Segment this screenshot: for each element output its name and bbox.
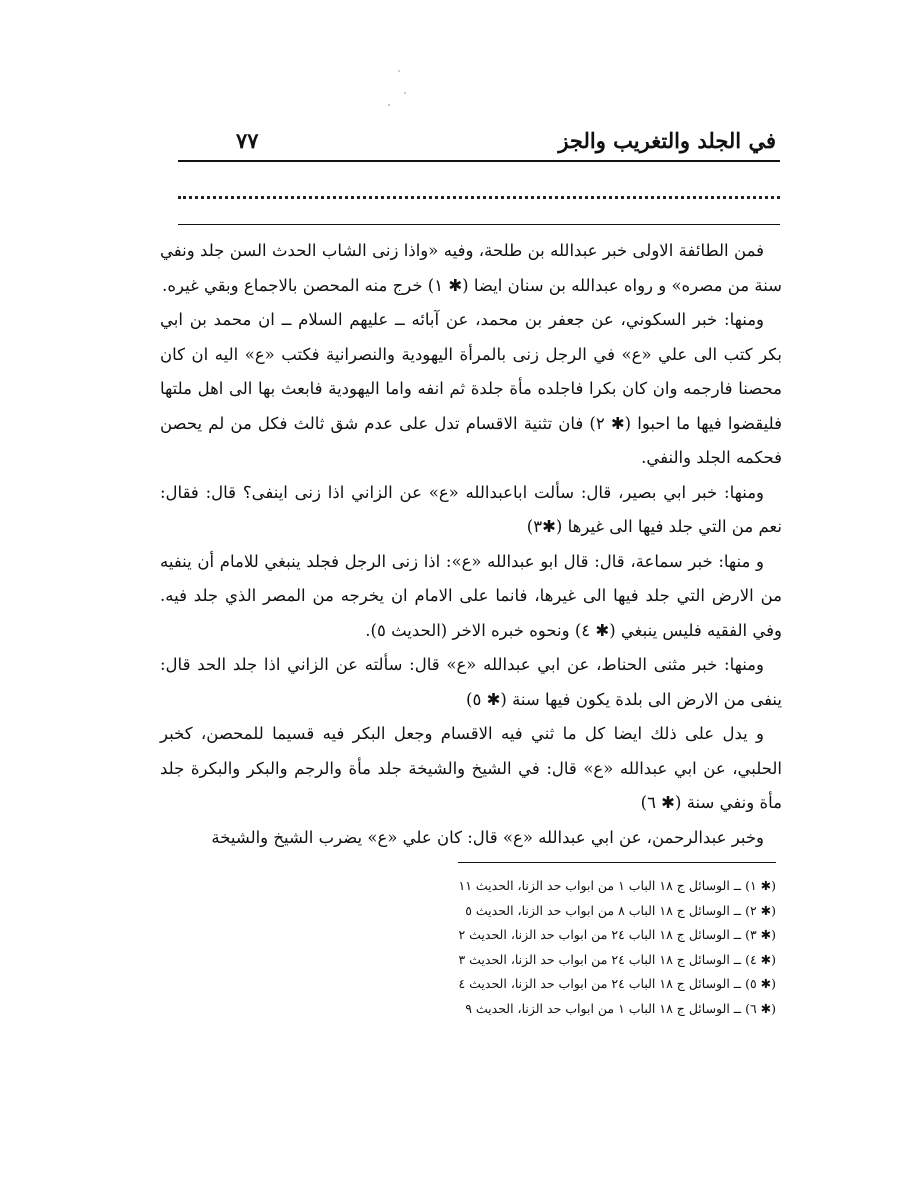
footnote: (✱ ٥) ــ الوسائل ج ١٨ الباب ٢٤ من ابواب حد الزنا، الحديث ٤ — [458, 976, 776, 992]
paragraph: ومنها: خبر السكوني، عن جعفر بن محمد، عن آبائه ــ عليهم السلام ــ ان محمد بن ابي بكر كتب الى علي «ع» في الرجل زنى بالمرأة اليهودية والنصرانية فكتب «ع» اليه ان كان محصنا فارجمه وان كان بكرا فاجلده مأة جلدة ثم انفه واما اليهودية فابعث بها الى اهل ملتها فليقضوا فيها ما احبوا (✱ ٢) فان تثنية الاقسام تدل على عدم شق ثالث فكل من لم يحصن فحكمه الجلد والنفي. — [160, 310, 782, 467]
scan-speck — [404, 92, 406, 94]
footnote: (✱ ٤) ــ الوسائل ج ١٨ الباب ٢٤ من ابواب حد الزنا، الحديث ٣ — [458, 951, 776, 967]
paragraph: و منها: خبر سماعة، قال: قال ابو عبدالله «ع»: اذا زنى الرجل فجلد ينبغي للامام أن ينفيه من الارض التي جلد فيها الى غيرها، فانما على الامام ان يخرجه من المصر الذي جلد فيه. وفي الفقيه فليس ينبغي (✱ ٤) ونحوه خبره الاخر (الحديث ٥). — [160, 551, 782, 640]
separator-rule — [178, 224, 780, 225]
header-rule — [178, 160, 780, 162]
paragraph: ومنها: خبر ابي بصير، قال: سألت اباعبدالله «ع» عن الزاني اذا زنى اينفى؟ قال: فقال: نعم من التي جلد فيها الى غيرها (✱٣) — [160, 482, 782, 536]
paragraph: و يدل على ذلك ايضا كل ما ثني فيه الاقسام وجعل البكر فيه قسيما للمحصن، كخبر الحلبي، عن ابي عبدالله «ع» قال: في الشيخ والشيخة جلد مأة والرجم والبكر والبكرة جلد مأة ونفي سنة (✱ ٦) — [160, 724, 782, 812]
footnote: (✱ ١) ــ الوسائل ج ١٨ الباب ١ من ابواب حد الزنا، الحديث ١١ — [458, 878, 776, 893]
scan-speck — [388, 104, 390, 106]
footnote: (✱ ٣) ــ الوسائل ج ١٨ الباب ٢٤ من ابواب حد الزنا، الحديث ٢ — [458, 927, 776, 943]
running-header — [178, 126, 780, 160]
dotted-separator — [178, 182, 780, 199]
paragraph: ومنها: خبر مثنى الحناط، عن ابي عبدالله «ع» قال: سألته عن الزاني اذا جلد الحد قال: ينفى من الارض الى بلدة يكون فيها سنة (✱ ٥) — [160, 655, 782, 709]
page-number: ٧٧ — [236, 128, 259, 153]
footnotes — [370, 874, 776, 1022]
running-title: في الجلد والتغريب والجز — [558, 128, 776, 153]
body-text — [160, 234, 782, 855]
footnote: (✱ ٦) ــ الوسائل ج ١٨ الباب ١ من ابواب حد الزنا، الحديث ٩ — [465, 1000, 776, 1016]
scan-speck — [398, 70, 400, 72]
paragraph: وخبر عبدالرحمن، عن ابي عبدالله «ع» قال: كان علي «ع» يضرب الشيخ والشيخة — [211, 827, 764, 847]
footnote-rule — [458, 862, 776, 863]
footnote: (✱ ٢) ــ الوسائل ج ١٨ الباب ٨ من ابواب حد الزنا، الحديث ٥ — [465, 902, 776, 918]
paragraph: فمن الطائفة الاولى خبر عبدالله بن طلحة، وفيه «واذا زنى الشاب الحدث السن جلد ونفي سنة من مصره» و رواه عبدالله بن سنان ايضا (✱ ١) خرج منه المحصن بالاجماع وبقي غيره. — [160, 241, 782, 295]
